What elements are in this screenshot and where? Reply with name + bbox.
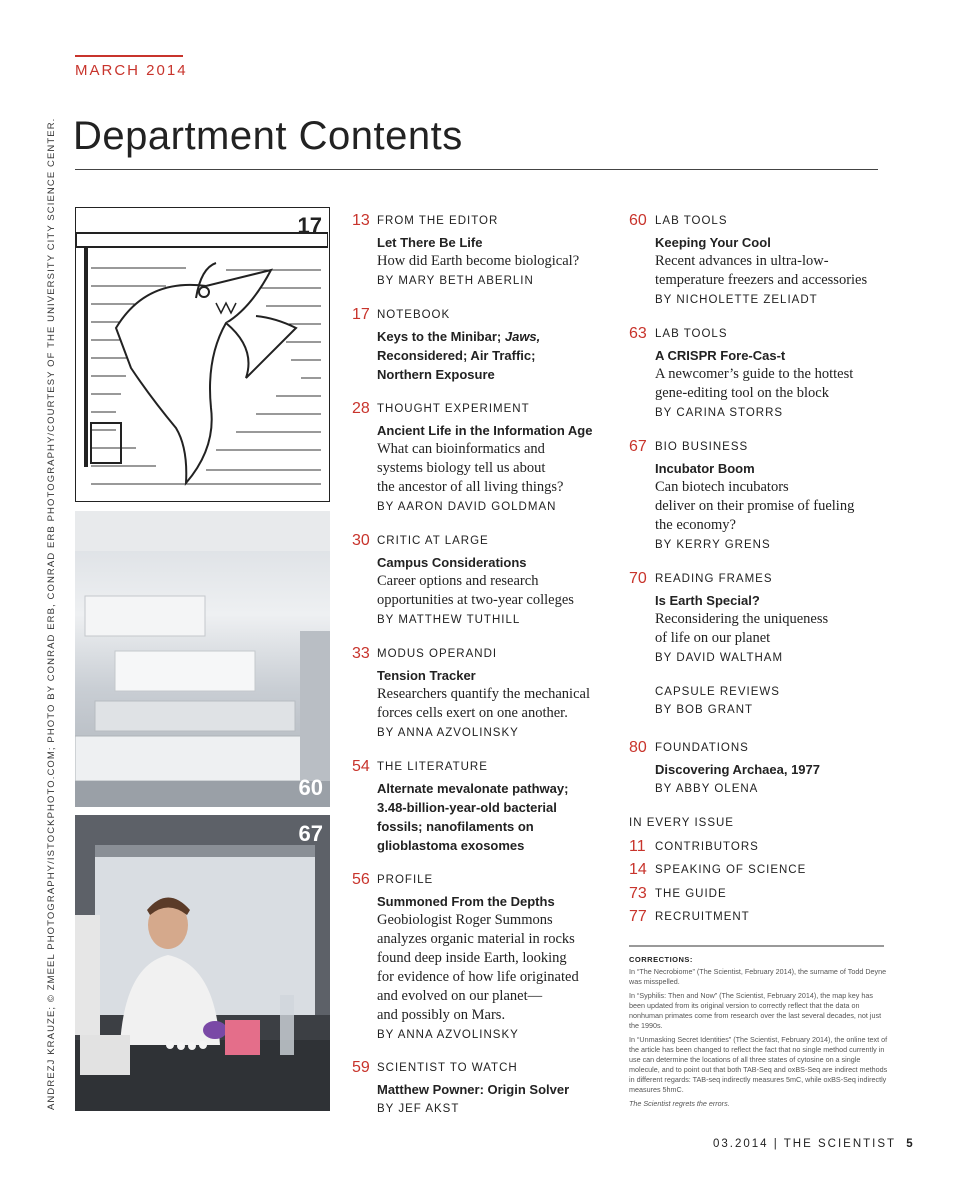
footer-date: 03.2014 — [713, 1138, 769, 1150]
toc-section[interactable]: CAPSULE REVIEWS — [655, 686, 780, 698]
toc-page-number: 28 — [352, 400, 370, 417]
toc-section: THE LITERATURE — [377, 761, 488, 773]
corrections-divider — [629, 945, 884, 947]
toc-description: Geobiologist Roger Summons — [377, 912, 553, 928]
toc-description: Career options and research — [377, 573, 539, 589]
toc-author: BY ABBY OLENA — [655, 783, 759, 795]
toc-headline[interactable]: Is Earth Special? — [655, 593, 760, 608]
toc-description: the ancestor of all living things? — [377, 479, 564, 495]
toc-section: BIO BUSINESS — [655, 441, 749, 453]
lab-scene-drawing — [75, 815, 330, 1111]
toc-headline[interactable]: Campus Considerations — [377, 555, 527, 570]
toc-headline[interactable]: A CRISPR Fore-Cas-t — [655, 348, 786, 363]
page-number-badge: 17 — [297, 213, 322, 238]
freezer-photo[interactable] — [75, 511, 330, 807]
toc-page-number: 60 — [629, 212, 647, 229]
toc-page-number: 17 — [352, 306, 370, 323]
toc-headline[interactable]: Keys to the Minibar; Jaws, — [377, 329, 541, 344]
toc-author: BY ANNA AZVOLINSKY — [377, 1029, 519, 1041]
correction-text: In “Syphilis: Then and Now” (The Scientist, February 2014), the map key has been updated from its original version to correctly reflect that the data on nonhuman primates come from research over the last several decades, not just the 1990s. — [629, 991, 882, 1030]
footer-page-number: 5 — [906, 1138, 915, 1150]
toc-description: forces cells exert on one another. — [377, 705, 568, 721]
toc-section: THOUGHT EXPERIMENT — [377, 403, 530, 415]
toc-page-number: 13 — [352, 212, 370, 229]
toc-headline-line: Reconsidered; Air Traffic; — [377, 348, 536, 363]
toc-headline[interactable]: Alternate mevalonate pathway; — [377, 781, 569, 796]
toc-description: Can biotech incubators — [655, 479, 789, 495]
toc-headline[interactable]: Matthew Powner: Origin Solver — [377, 1082, 570, 1097]
issue-month: MARCH 2014 — [75, 62, 188, 79]
toc-headline-line: Northern Exposure — [377, 367, 495, 382]
toc-page-number: 56 — [352, 871, 370, 888]
footer-separator: | — [773, 1138, 779, 1150]
correction-text: In “Unmasking Secret Identities” (The Scientist, February 2014), the online text of the article has been changed to reflect the fact that no single method currently in use can determine the locations of all three states of cytosine on a single molecule, and to point out that both TAB-Seq and oxBS-Seq are indirect methods in different regards: TAB-seq indirectly measures 5mC, while oxBS-Seq indirectly measures 5hmC. — [629, 1035, 888, 1094]
shark-drawing — [76, 208, 328, 500]
toc-description: gene-editing tool on the block — [655, 385, 829, 401]
every-issue-title: CONTRIBUTORS — [655, 841, 759, 853]
correction-text: The Scientist regrets the errors. — [629, 1099, 730, 1108]
toc-headline[interactable]: Keeping Your Cool — [655, 235, 771, 250]
page-title: Department Contents — [73, 114, 463, 158]
corrections-heading: CORRECTIONS: — [629, 955, 693, 964]
toc-page-number: 67 — [629, 438, 647, 455]
toc-description: analyzes organic material in rocks — [377, 931, 575, 947]
toc-description: found deep inside Earth, looking — [377, 950, 567, 966]
toc-section: CRITIC AT LARGE — [377, 535, 489, 547]
toc-page-number: 80 — [629, 739, 647, 756]
toc-headline-line: fossils; nanofilaments on — [377, 819, 534, 834]
every-issue-heading: IN EVERY ISSUE — [629, 817, 734, 829]
every-issue-page: 14 — [629, 861, 647, 878]
toc-author: BY BOB GRANT — [655, 704, 754, 716]
toc-section: SCIENTIST TO WATCH — [377, 1062, 518, 1074]
toc-author: BY NICHOLETTE ZELIADT — [655, 294, 818, 306]
freezer-racks-drawing — [75, 511, 330, 807]
toc-section: MODUS OPERANDI — [377, 648, 498, 660]
toc-headline[interactable]: Tension Tracker — [377, 668, 476, 683]
toc-description: How did Earth become biological? — [377, 253, 580, 269]
toc-section: PROFILE — [377, 874, 434, 886]
toc-author: BY ANNA AZVOLINSKY — [377, 727, 519, 739]
toc-description: and evolved on our planet— — [377, 988, 543, 1004]
toc-headline-line: 3.48-billion-year-old bacterial — [377, 800, 557, 815]
toc-author: BY MATTHEW TUTHILL — [377, 614, 521, 626]
toc-description: Reconsidering the uniqueness — [655, 611, 829, 627]
toc-page-number: 54 — [352, 758, 370, 775]
toc-page-number: 63 — [629, 325, 647, 342]
shark-illustration[interactable] — [75, 207, 330, 502]
toc-description: Researchers quantify the mechanical — [377, 686, 590, 702]
toc-description: opportunities at two-year colleges — [377, 592, 574, 608]
toc-section: LAB TOOLS — [655, 328, 728, 340]
photo-credit: ANDREZJ KRAUZE; © ZMEEL PHOTOGRAPHY/ISTOCKPHOTO.COM; PHOTO BY CONRAD ERB, CONRAD ERB PHOTOGRAPHY/COURTESY OF THE UNIVERSITY CITY SCIENCE CENTER. — [46, 117, 57, 1110]
toc-author: BY AARON DAVID GOLDMAN — [377, 501, 557, 513]
toc-headline[interactable]: Summoned From the Depths — [377, 894, 555, 909]
every-issue-page: 11 — [629, 838, 646, 855]
every-issue-title: THE GUIDE — [655, 888, 727, 900]
toc-section: NOTEBOOK — [377, 309, 451, 321]
footer-magazine: THE SCIENTIST — [783, 1138, 896, 1150]
toc-description: What can bioinformatics and — [377, 441, 545, 457]
toc-author: BY DAVID WALTHAM — [655, 652, 784, 664]
toc-description: for evidence of how life originated — [377, 969, 579, 985]
toc-headline[interactable]: Ancient Life in the Information Age — [377, 423, 593, 438]
page-number-badge: 60 — [298, 775, 323, 800]
page-footer — [713, 1138, 915, 1150]
toc-description: the economy? — [655, 517, 736, 533]
toc-description: of life on our planet — [655, 630, 771, 646]
toc-author: BY JEF AKST — [377, 1103, 460, 1115]
toc-description: deliver on their promise of fueling — [655, 498, 855, 514]
every-issue-page: 77 — [629, 908, 647, 925]
toc-headline[interactable]: Let There Be Life — [377, 235, 483, 250]
toc-author: BY CARINA STORRS — [655, 407, 784, 419]
toc-author: BY MARY BETH ABERLIN — [377, 275, 534, 287]
toc-page-number: 30 — [352, 532, 370, 549]
toc-description: systems biology tell us about — [377, 460, 546, 476]
toc-description: temperature freezers and accessories — [655, 272, 868, 288]
toc-section: FOUNDATIONS — [655, 742, 749, 754]
toc-headline[interactable]: Incubator Boom — [655, 461, 755, 476]
toc-description: and possibly on Mars. — [377, 1007, 506, 1023]
lab-photo[interactable] — [75, 815, 330, 1111]
title-divider — [75, 169, 878, 170]
toc-author: BY KERRY GRENS — [655, 539, 771, 551]
toc-page-number: 59 — [352, 1059, 370, 1076]
correction-text: In “The Necrobiome” (The Scientist, February 2014), the surname of Todd Deyne was misspelled. — [629, 967, 887, 986]
toc-headline-line: glioblastoma exosomes — [377, 838, 525, 853]
header-rule — [75, 55, 183, 57]
toc-section: LAB TOOLS — [655, 215, 728, 227]
toc-page-number: 33 — [352, 645, 370, 662]
toc-page-number: 70 — [629, 570, 647, 587]
page-number-badge: 67 — [298, 821, 323, 846]
every-issue-title: SPEAKING OF SCIENCE — [655, 864, 807, 876]
toc-section: READING FRAMES — [655, 573, 773, 585]
every-issue-title: RECRUITMENT — [655, 911, 750, 923]
every-issue-page: 73 — [629, 885, 647, 902]
toc-section: FROM THE EDITOR — [377, 215, 499, 227]
toc-description: Recent advances in ultra-low- — [655, 253, 829, 269]
toc-description: A newcomer’s guide to the hottest — [655, 366, 854, 382]
toc-headline[interactable]: Discovering Archaea, 1977 — [655, 762, 820, 777]
corrections-box — [629, 955, 889, 1113]
